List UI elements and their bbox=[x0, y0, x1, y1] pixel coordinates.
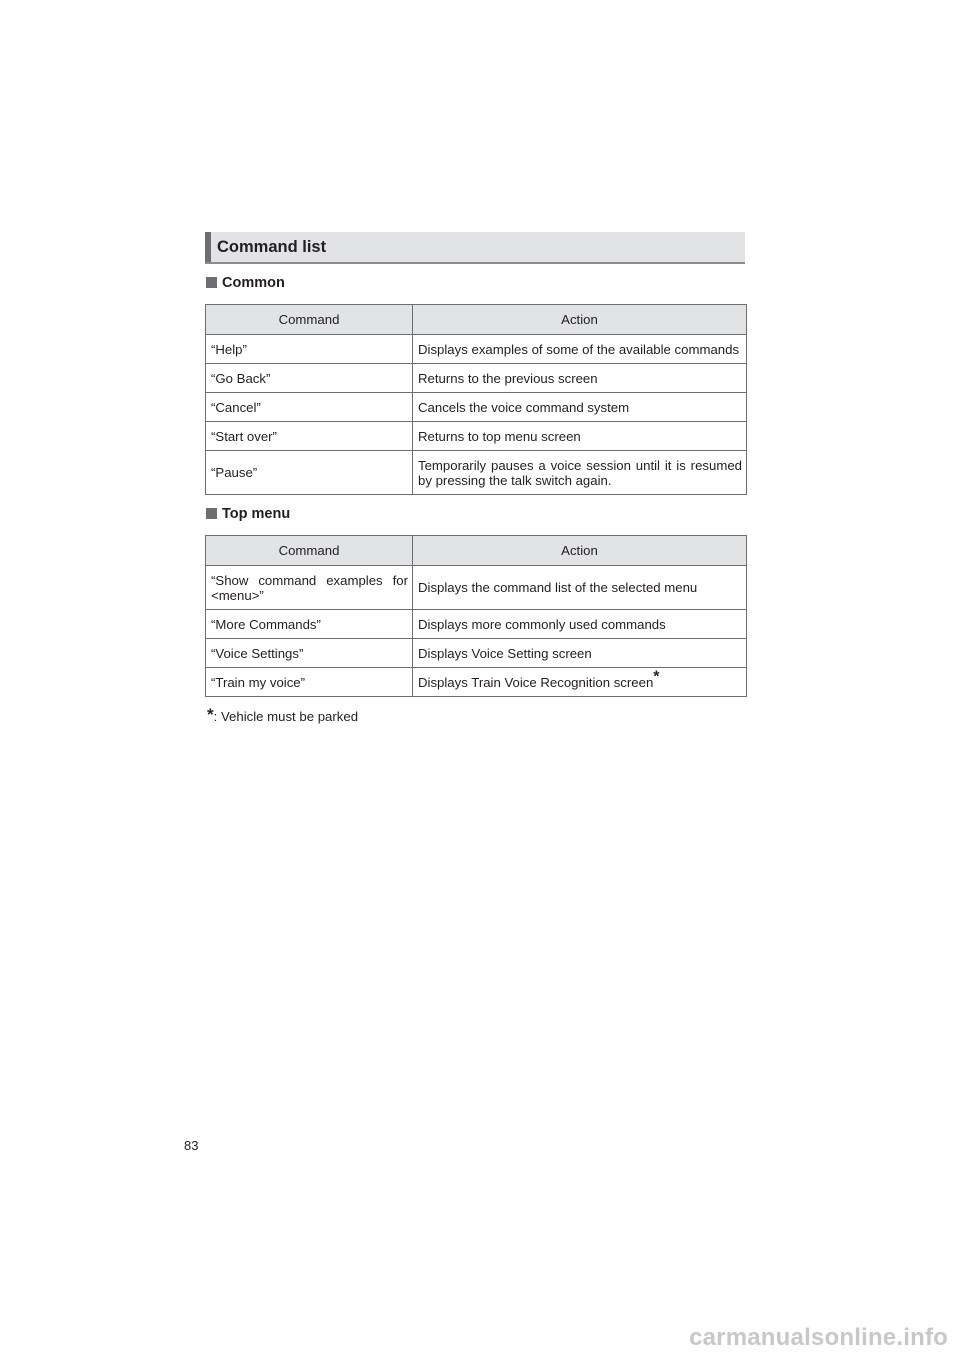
column-header-command: Command bbox=[206, 536, 413, 566]
action-cell: Displays the command list of the selected menu bbox=[413, 566, 747, 610]
table-row bbox=[206, 566, 747, 610]
table-row bbox=[206, 393, 747, 422]
command-cell: “Pause” bbox=[206, 451, 413, 495]
action-cell bbox=[413, 668, 747, 697]
footnote-text: : Vehicle must be parked bbox=[213, 709, 359, 724]
column-header-action: Action bbox=[413, 536, 747, 566]
command-cell: “Go Back” bbox=[206, 364, 413, 393]
table-row bbox=[206, 451, 747, 495]
common-commands-table bbox=[205, 304, 747, 495]
footnote-mark: * bbox=[653, 668, 660, 686]
square-bullet-icon bbox=[206, 277, 217, 288]
column-header-command: Command bbox=[206, 305, 413, 335]
top-menu-commands-table bbox=[205, 535, 747, 697]
table-row bbox=[206, 364, 747, 393]
section-header-bar bbox=[205, 232, 211, 262]
section-title: Command list bbox=[217, 238, 327, 256]
table-row bbox=[206, 422, 747, 451]
square-bullet-icon bbox=[206, 508, 217, 519]
command-cell: “Help” bbox=[206, 335, 413, 364]
subheading-common bbox=[206, 275, 285, 291]
action-cell: Returns to top menu screen bbox=[413, 422, 747, 451]
action-cell: Returns to the previous screen bbox=[413, 364, 747, 393]
table-header-row bbox=[206, 305, 747, 335]
table-header-row bbox=[206, 536, 747, 566]
command-cell: “More Commands” bbox=[206, 610, 413, 639]
action-cell-text: Displays Train Voice Recognition screen bbox=[418, 674, 654, 690]
table-row bbox=[206, 610, 747, 639]
action-cell: Displays more commonly used commands bbox=[413, 610, 747, 639]
subheading-top-menu bbox=[206, 506, 290, 522]
action-cell: Temporarily pauses a voice session until it is resumed by pressing the talk switch again. bbox=[413, 451, 747, 495]
column-header-action: Action bbox=[413, 305, 747, 335]
table-row bbox=[206, 335, 747, 364]
table-row bbox=[206, 668, 747, 697]
page-number: 83 bbox=[184, 1138, 199, 1153]
footnote-asterisk: * bbox=[207, 705, 214, 724]
command-cell: “Start over” bbox=[206, 422, 413, 451]
subheading-top-menu-label: Top menu bbox=[222, 506, 291, 522]
action-cell: Displays Voice Setting screen bbox=[413, 639, 747, 668]
action-cell: Displays examples of some of the available commands bbox=[413, 335, 747, 364]
table-row bbox=[206, 639, 747, 668]
section-header bbox=[205, 232, 745, 264]
subheading-common-label: Common bbox=[222, 275, 285, 291]
command-cell: “Cancel” bbox=[206, 393, 413, 422]
watermark: carmanualsonline.info bbox=[689, 1324, 948, 1351]
command-cell: “Train my voice” bbox=[206, 668, 413, 697]
action-cell: Cancels the voice command system bbox=[413, 393, 747, 422]
footnote bbox=[207, 705, 358, 725]
command-cell: “Voice Settings” bbox=[206, 639, 413, 668]
command-cell: “Show command examples for <menu>” bbox=[206, 566, 413, 610]
